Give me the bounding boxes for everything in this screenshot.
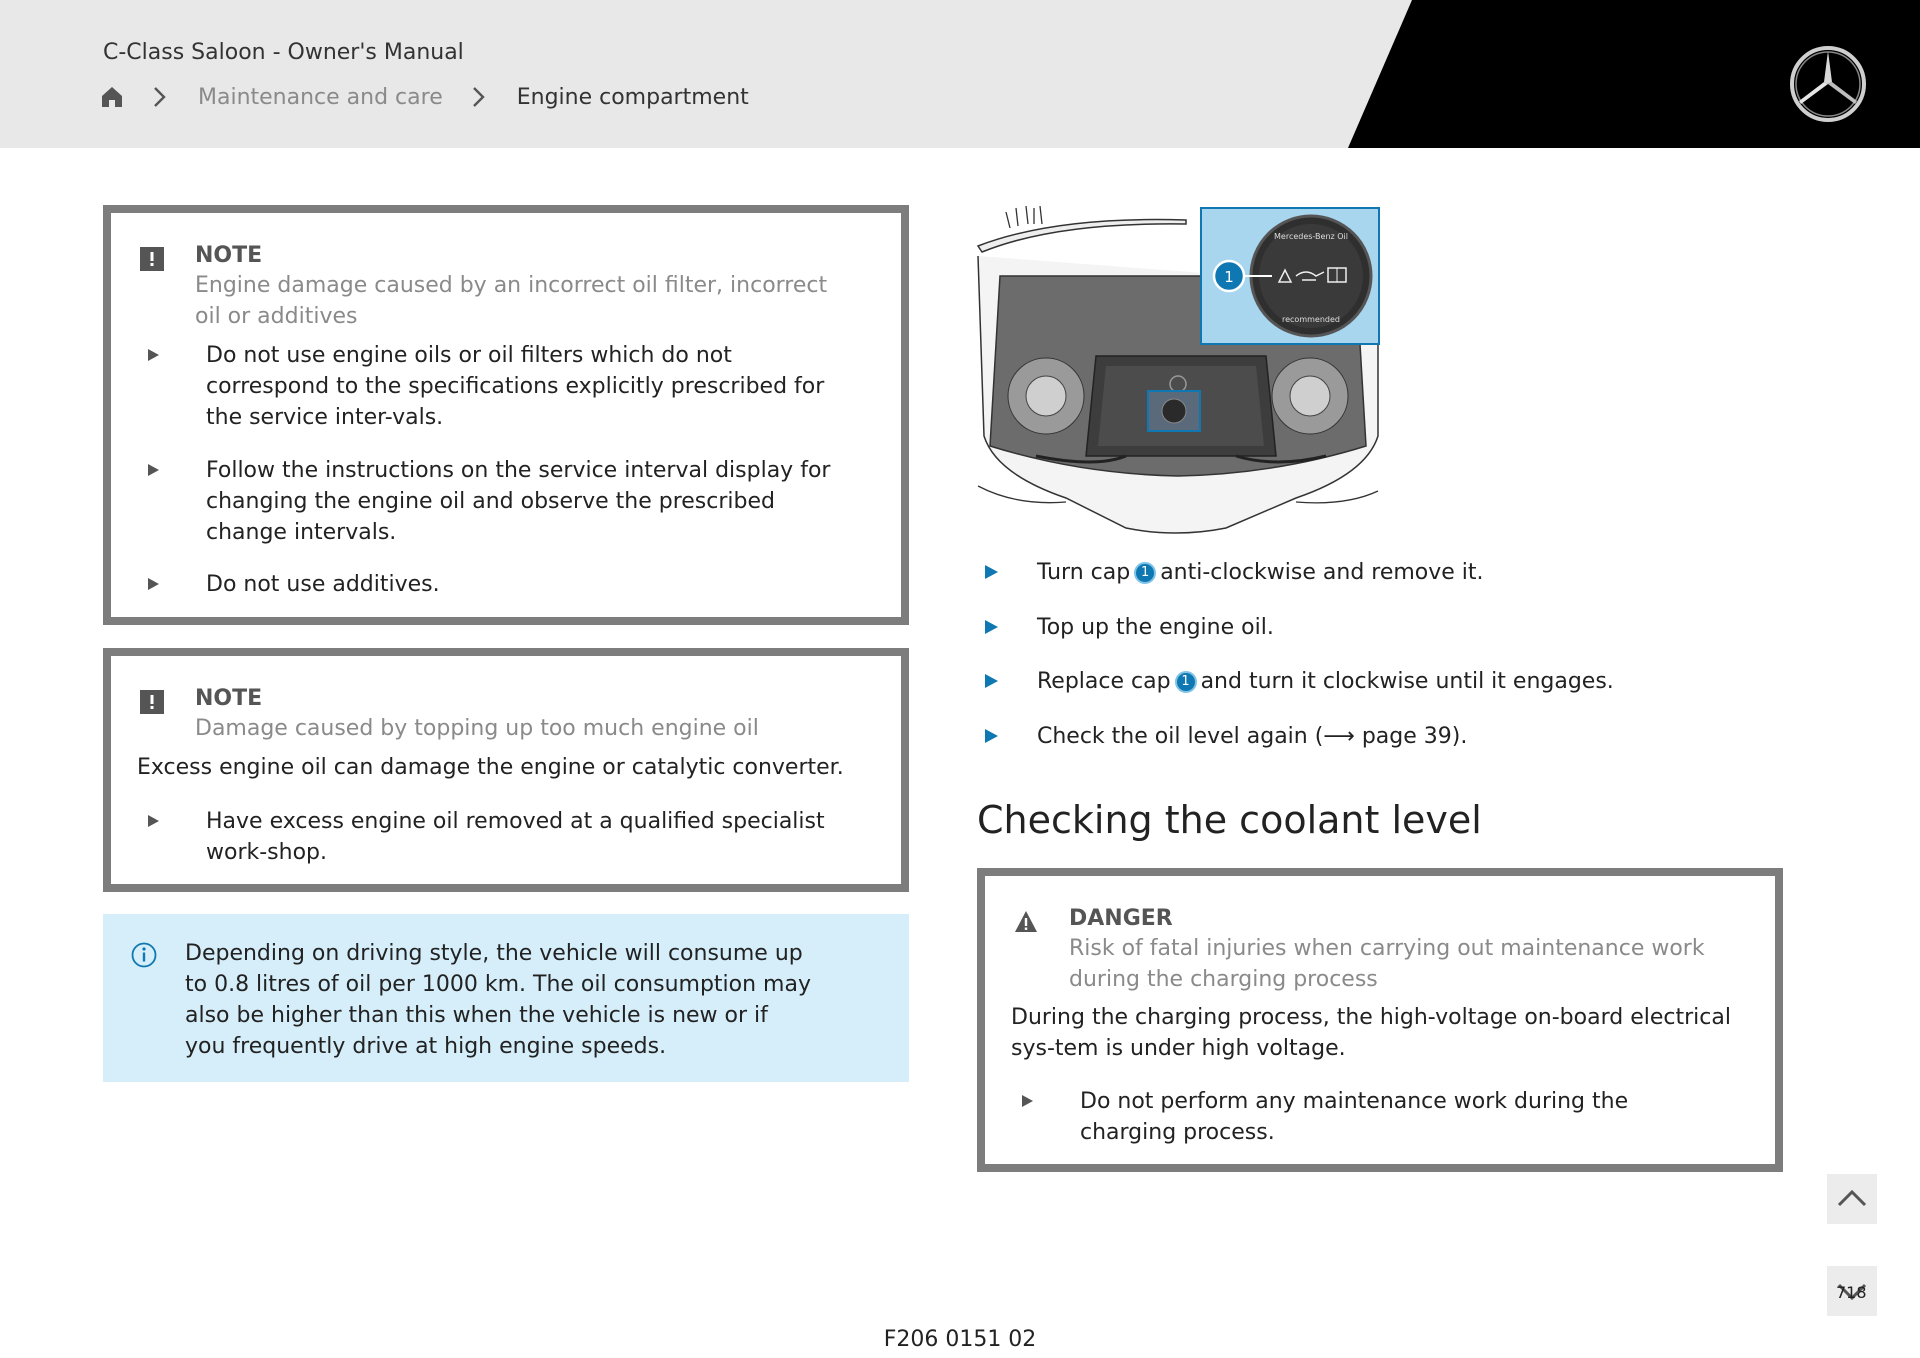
list-item: Do not use additives. (148, 569, 848, 603)
document-title: C-Class Saloon - Owner's Manual (103, 40, 464, 65)
note-box-excess-oil (103, 648, 909, 892)
chevron-right-icon (146, 84, 172, 110)
warning-triangle-icon (1014, 910, 1038, 934)
page-header (0, 0, 1920, 148)
info-box-oil-consumption (103, 914, 909, 1082)
page-number: 718 (1836, 1283, 1867, 1302)
bullet-triangle-icon (1022, 1095, 1033, 1107)
breadcrumb (100, 82, 749, 112)
info-text: Depending on driving style, the vehicle will consume up to 0.8 litres of oil per 1000 km. The oil consumption may also be higher than this when the vehicle is new or if you frequently drive at high engine speeds. (185, 941, 811, 1059)
list-item: Have excess engine oil removed at a qualified specialist work-shop. (148, 806, 848, 870)
danger-box-charging (977, 868, 1783, 1172)
list-item: Do not perform any maintenance work during the charging process. (1022, 1086, 1722, 1150)
section-title-coolant: Checking the coolant level (977, 798, 1482, 842)
bullet-triangle-icon (985, 620, 998, 634)
step-check-oil-level (985, 721, 1745, 753)
step-top-up-oil: Top up the engine oil. (985, 612, 1745, 644)
bullet-triangle-icon (985, 729, 998, 743)
step-replace-cap: Replace cap 1 and turn it clockwise until it engages. (985, 666, 1745, 698)
figure-callout-1: 1 (1224, 268, 1234, 286)
cap-text-top: Mercedes-Benz Oil (1274, 232, 1348, 241)
exclamation-square-icon (140, 247, 164, 271)
footer-code: F206 0151 02 (883, 1327, 1037, 1352)
chevron-up-icon (1827, 1174, 1877, 1224)
info-icon (131, 942, 157, 968)
breadcrumb-item-engine-compartment: Engine compartment (516, 84, 749, 110)
list-item: Do not use engine oils or oil filters which do not correspond to the specifications explicitly prescribed for the service inter-vals. (148, 340, 848, 440)
callout-1-icon: 1 (1134, 562, 1156, 584)
note-subtitle: Engine damage caused by an incorrect oil filter, incorrect oil or additives (195, 273, 828, 329)
home-icon[interactable] (100, 85, 124, 109)
note-subtitle: Damage caused by topping up too much engine oil (195, 716, 759, 741)
note-text: Excess engine oil can damage the engine or catalytic converter. (137, 755, 844, 780)
danger-text: During the charging process, the high-voltage on-board electrical sys-tem is under high voltage. (1011, 1005, 1731, 1061)
step-turn-cap: Turn cap 1 anti-clockwise and remove it. (985, 557, 1745, 589)
header-black-panel (0, 0, 1920, 148)
note-box-oil-filter (103, 205, 909, 625)
page-reference-link[interactable]: Check the oil level again (⟶ page 39). (1037, 724, 1468, 749)
note-heading: NOTE (195, 686, 263, 711)
bullet-triangle-icon (985, 565, 998, 579)
bullet-triangle-icon (148, 578, 159, 590)
danger-subtitle: Risk of fatal injuries when carrying out maintenance work during the charging process (1069, 936, 1705, 992)
scroll-up-button[interactable] (1827, 1174, 1877, 1224)
cap-text-bottom: recommended (1282, 315, 1340, 324)
list-item: Follow the instructions on the service interval display for changing the engine oil and observe the prescribed change intervals. (148, 455, 848, 555)
bullet-triangle-icon (148, 815, 159, 827)
note-heading: NOTE (195, 243, 263, 268)
danger-heading: DANGER (1069, 906, 1173, 931)
bullet-triangle-icon (985, 674, 998, 688)
exclamation-square-icon (140, 690, 164, 714)
bullet-triangle-icon (148, 349, 159, 361)
engine-compartment-illustration (976, 206, 1380, 536)
chevron-right-icon (465, 84, 491, 110)
callout-1-icon: 1 (1175, 671, 1197, 693)
breadcrumb-item-maintenance[interactable]: Maintenance and care (198, 84, 443, 110)
mercedes-star-logo-icon (1788, 44, 1868, 124)
bullet-triangle-icon (148, 464, 159, 476)
